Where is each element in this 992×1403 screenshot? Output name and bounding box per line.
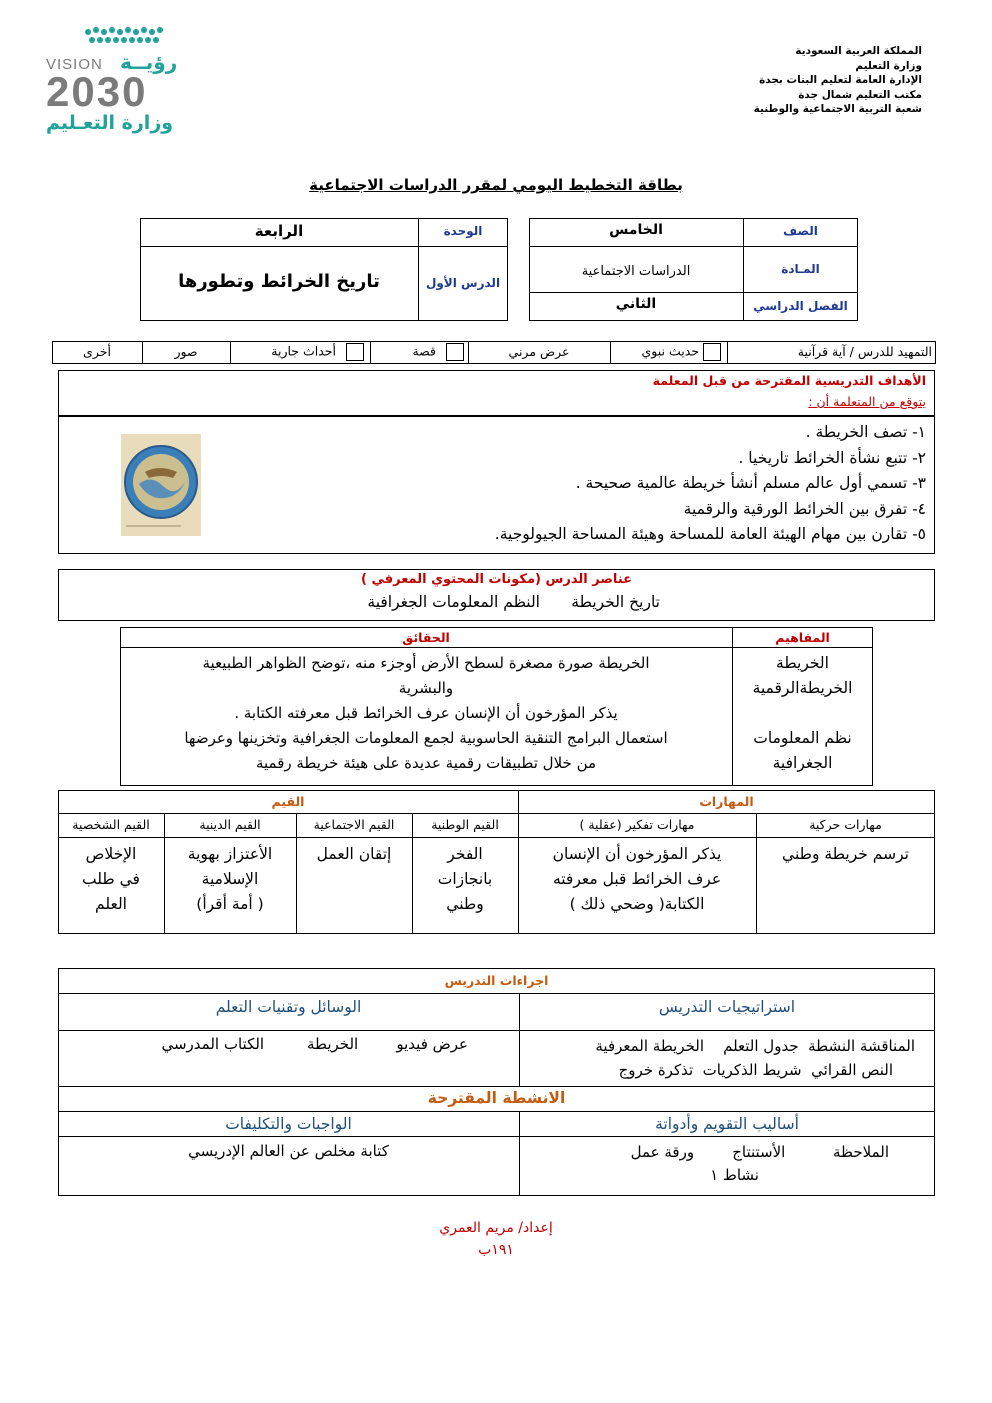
lesson-element-1: تاريخ الخريطة xyxy=(571,593,660,611)
unit-value: الرابعة xyxy=(254,222,304,240)
objectives-subheader: يتوقع من المتعلمة أن : xyxy=(808,394,926,409)
subject-value: الدراسات الاجتماعية xyxy=(581,264,691,279)
cell-thinking-skills xyxy=(518,842,756,917)
concept-list xyxy=(732,651,873,776)
homework-line: كتابة مخلص عن العالم الإدريسي xyxy=(188,1142,389,1160)
intro-option-story[interactable] xyxy=(370,343,468,361)
cell-motor-skills xyxy=(756,842,935,867)
cell-national-values xyxy=(412,842,518,917)
assessment-list xyxy=(519,1141,889,1187)
term-value: الثاني xyxy=(615,296,657,312)
assessment-line: الملاحظة الأستنتاج ورقة عمل xyxy=(630,1143,889,1161)
cell-line: في طلب xyxy=(82,870,140,888)
concept-item: الجغرافية xyxy=(772,754,833,772)
fact-item: والبشرية xyxy=(398,679,454,697)
cell-line: الأعتزاز بهوية xyxy=(187,845,273,863)
cell-line: عرف الخرائط قبل معرفته xyxy=(552,870,722,888)
col-national-values: القيم الوطنية xyxy=(431,817,499,832)
assessment-line: نشاط ١ xyxy=(710,1166,759,1184)
lesson-elements-header: عناصر الدرس (مكونات المحتوي المعرفي ) xyxy=(360,572,633,587)
unit-label: الوحدة xyxy=(443,224,483,238)
fact-item: استعمال البرامج التنقية الحاسوبية لجمع المعلومات الجغرافية وتخزينها وعرضها xyxy=(184,729,668,747)
org-line: شعبة التربية الاجتماعية والوطنية xyxy=(753,103,922,115)
intro-option-other[interactable] xyxy=(52,344,142,359)
objectives-list xyxy=(180,420,926,548)
grade-label: الصف xyxy=(783,224,818,238)
strategies-list xyxy=(519,1034,915,1082)
lesson-element-2: النظم المعلومات الجغرافية xyxy=(367,593,540,611)
cell-line: بانجازات xyxy=(437,870,493,888)
cell-line: الإسلامية xyxy=(201,870,259,888)
tools-header: الوسائل وتقنيات التعلم xyxy=(215,998,362,1016)
col-personal-values: القيم الشخصية xyxy=(72,817,150,832)
vision-logo xyxy=(40,22,180,132)
lesson-label: الدرس الأول xyxy=(425,276,501,290)
cell-line: وطني xyxy=(446,895,484,913)
objective-item: ٥- تقارن بين مهام الهيئة العامة للمساحة وهيئة المساحة الجيولوجية. xyxy=(494,525,926,543)
assessment-header: أساليب التقويم وأدواتة xyxy=(655,1115,799,1133)
org-line: وزارة التعليم xyxy=(855,59,922,72)
facts-list xyxy=(126,651,726,776)
option-label: قصة xyxy=(412,343,437,359)
cell-line: الفخر xyxy=(447,845,483,863)
cell-line: ( أمة أقرأ) xyxy=(196,895,264,913)
fact-item: يذكر المؤرخون أن الإنسان عرف الخرائط قبل معرفته الكتابة . xyxy=(234,704,618,722)
intro-label: التمهيد للدرس / آية قرآنية xyxy=(797,344,932,359)
checkbox-icon[interactable] xyxy=(446,343,464,361)
org-header xyxy=(702,44,922,117)
grade-value: الخامس xyxy=(609,222,663,238)
idrisi-map-image xyxy=(121,434,201,536)
intro-option-hadith[interactable] xyxy=(610,343,727,361)
activities-header: الانشطة المقترحة xyxy=(427,1089,566,1107)
facts-header: الحقائق xyxy=(402,630,450,645)
objective-item: ٢- تتبع نشأة الخرائط تاريخيا . xyxy=(738,448,926,467)
cell-personal-values xyxy=(58,842,164,917)
objective-item: ٣- تسمي أول عالم مسلم أنشأ خريطة عالمية صحيحة . xyxy=(575,474,926,492)
footer-code: ١٩١ب xyxy=(478,1242,514,1258)
checkbox-icon[interactable] xyxy=(703,343,721,361)
strategies-header: استراتيجيات التدريس xyxy=(658,998,796,1016)
fact-item: الخريطة صورة مصغرة لسطح الأرض أوجزء منه ،توضح الظواهر الطبيعية xyxy=(202,654,650,672)
concepts-header: المفاهيم xyxy=(775,630,830,645)
skills-header: المهارات xyxy=(699,794,754,809)
vision-word: VISION xyxy=(46,56,103,73)
checkbox-icon[interactable] xyxy=(346,343,364,361)
option-label: أخرى xyxy=(83,344,111,359)
intro-option-news[interactable] xyxy=(230,343,370,361)
cell-line: العلم xyxy=(95,895,127,913)
vision-arabic: رؤيــة xyxy=(120,50,178,74)
cell-social-values xyxy=(296,842,412,867)
intro-option-images[interactable] xyxy=(142,344,230,359)
strategy-line: النص القرائي شريط الذكريات تذكرة خروج xyxy=(618,1061,893,1079)
cell-religious-values xyxy=(164,842,296,917)
concept-item: الخريطةالرقمية xyxy=(752,679,853,697)
cell-line: ترسم خريطة وطني xyxy=(782,845,909,863)
option-label: حديث نبوي xyxy=(641,343,700,359)
lesson-value: تاريخ الخرائط وتطورها xyxy=(178,271,380,292)
org-line: مكتب التعليم شمال جدة xyxy=(798,88,922,101)
term-label: الفصل الدراسي xyxy=(753,299,848,313)
objective-item: ٤- تفرق بين الخرائط الورقية والرقمية xyxy=(683,499,926,518)
strategy-line: المناقشة النشطة جدول التعلم الخريطة المعرفية xyxy=(595,1037,915,1055)
option-label: أحداث جارية xyxy=(271,343,337,359)
fact-item: من خلال تطبيقات رقمية عديدة على هيئة خريطة رقمية xyxy=(255,754,597,772)
concept-item: الخريطة xyxy=(776,654,829,672)
org-line: الإدارة العامة لتعليم البنات بجدة xyxy=(759,74,922,86)
concept-item: نظم المعلومات xyxy=(753,729,852,747)
option-label: عرض مرني xyxy=(508,344,570,359)
intro-option-display[interactable] xyxy=(468,344,610,359)
col-motor-skills: مهارات حركية xyxy=(809,817,882,832)
ministry-logo-text: وزارة التعـليم xyxy=(46,112,174,134)
subject-label: المـادة xyxy=(781,262,820,276)
procedures-header: اجراءات التدريس xyxy=(444,973,549,988)
page-title: بطاقة التخطيط اليومي لمقرر الدراسات الاجتماعية xyxy=(309,176,683,194)
values-header: القيم xyxy=(271,794,305,809)
objectives-header: الأهداف التدريسية المقترحة من قبل المعلمة xyxy=(652,373,926,388)
cell-line: إتقان العمل xyxy=(316,845,392,863)
col-religious-values: القيم الدينية xyxy=(199,817,261,832)
homework-header: الواجبات والتكليفات xyxy=(225,1115,352,1133)
cell-line: الكتابة( وضحي ذلك ) xyxy=(569,895,705,913)
tools-list: عرض فيديو الخريطة الكتاب المدرسي xyxy=(161,1035,468,1053)
col-thinking-skills: مهارات تفكير (عقلية ) xyxy=(579,817,695,832)
col-social-values: القيم الاجتماعية xyxy=(313,817,395,832)
vision-year: 2030 xyxy=(46,68,148,115)
cell-line: الإخلاص xyxy=(85,845,137,863)
cell-line: يذكر المؤرخون أن الإنسان xyxy=(552,845,722,863)
org-line: المملكة العربية السعودية xyxy=(795,45,922,57)
option-label: صور xyxy=(174,344,198,359)
objective-item: ١- تصف الخريطة . xyxy=(805,423,926,441)
prepared-by: إعداد/ مريم العمري xyxy=(439,1220,553,1236)
